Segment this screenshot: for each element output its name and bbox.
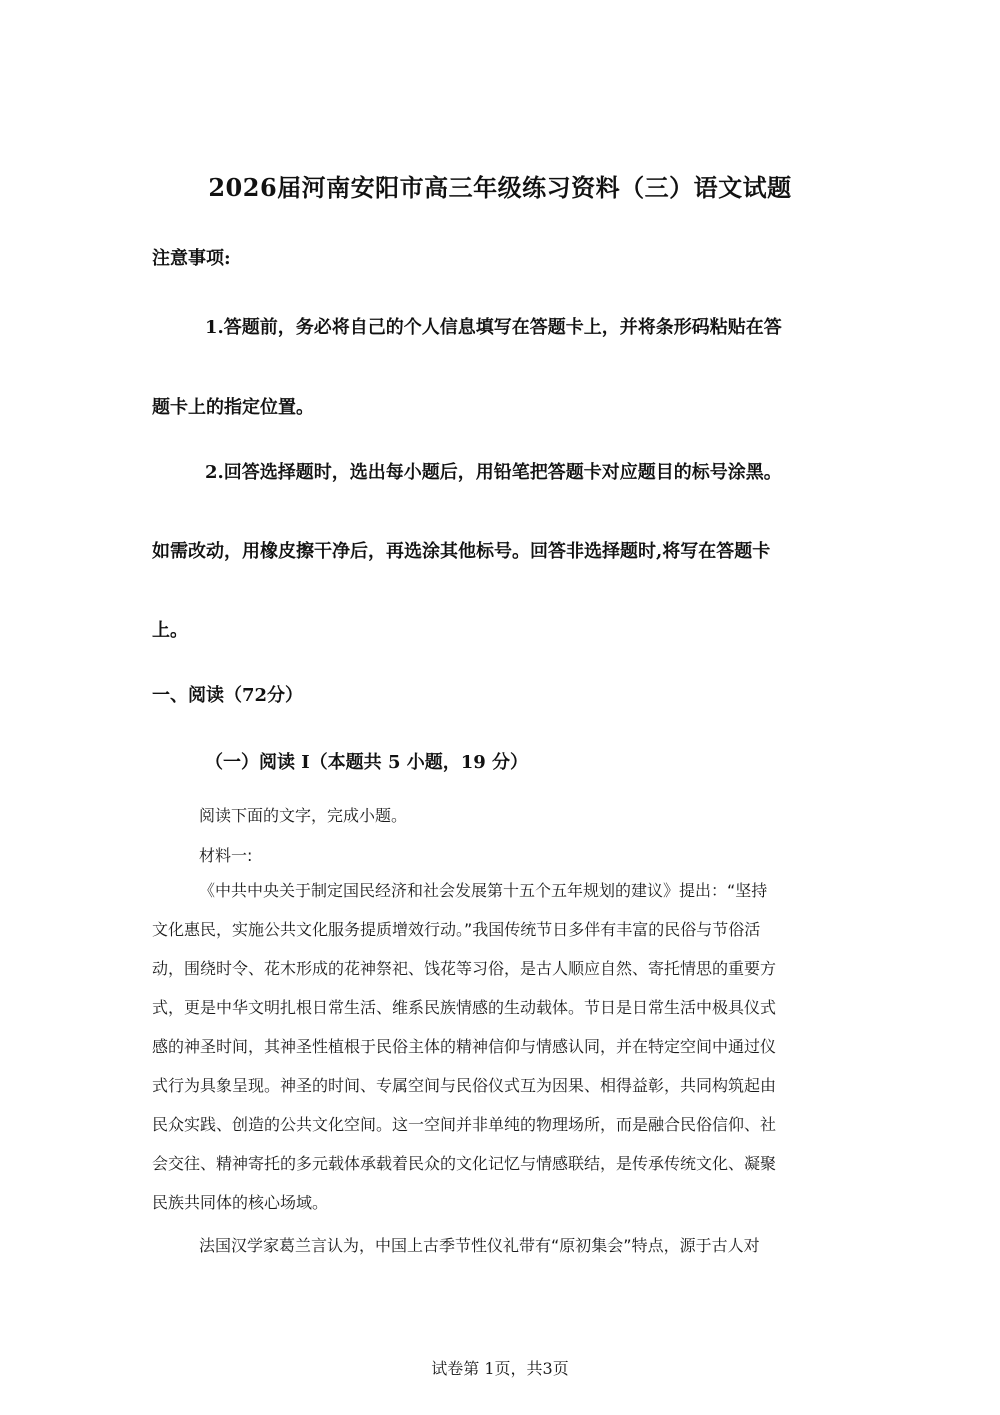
reading-instruction: 阅读下面的文字，完成小题。 [199,806,408,825]
subsection-heading: （一）阅读 I（本题共 5 小题，19 分） [205,752,529,773]
notice-item-2-line-3: 上。 [152,620,188,641]
paragraph-line: 文化惠民，实施公共文化服务提质增效行动。”我国传统节日多伴有丰富的民俗与节俗活 [152,920,761,939]
paragraph-2 [152,1226,852,1265]
paragraph-line: 民族共同体的核心场域。 [152,1193,329,1212]
material-label: 材料一: [199,846,253,865]
paragraph-line: 民众实践、创造的公共文化空间。这一空间并非单纯的物理场所，而是融合民俗信仰、社 [152,1115,777,1134]
paragraph-line: 法国汉学家葛兰言认为，中国上古季节性仪礼带有“原初集会”特点，源于古人对 [199,1236,760,1255]
notice-item-2-line-2: 如需改动，用橡皮擦干净后，再选涂其他标号。回答非选择题时,将写在答题卡 [152,541,771,562]
paragraph-line: 会交往、精神寄托的多元载体承载着民众的文化记忆与情感联结，是传承传统文化、凝聚 [152,1154,777,1173]
paragraph-line: 动，围绕时令、花木形成的花神祭祀、饯花等习俗，是古人顺应自然、寄托情思的重要方 [152,959,777,978]
paragraph-line: 式行为具象呈现。神圣的时间、专属空间与民俗仪式互为因果、相得益彰，共同构筑起由 [152,1076,777,1095]
notice-heading: 注意事项: [152,248,231,269]
paragraph-1 [152,871,852,1222]
paragraph-line: 感的神圣时间，其神圣性植根于民俗主体的精神信仰与情感认同，并在特定空间中通过仪 [152,1037,777,1056]
notice-item-2-line-1: 2.回答选择题时，选出每小题后，用铅笔把答题卡对应题目的标号涂黑。 [205,462,782,483]
notice-item-1-line-1: 1.答题前，务必将自己的个人信息填写在答题卡上，并将条形码粘贴在答 [205,317,782,338]
paragraph-line: 式，更是中华文明扎根日常生活、维系民族情感的生动载体。节日是日常生活中极具仪式 [152,998,777,1017]
page-footer: 试卷第 1页，共3页 [431,1359,569,1378]
notice-item-1-line-2: 题卡上的指定位置。 [152,397,314,418]
paragraph-line: 《中共中央关于制定国民经济和社会发展第十五个五年规划的建议》提出：“坚持 [199,881,768,900]
document-title: 2026届河南安阳市高三年级练习资料（三）语文试题 [208,173,792,202]
section-heading: 一、阅读（72分） [152,685,304,706]
